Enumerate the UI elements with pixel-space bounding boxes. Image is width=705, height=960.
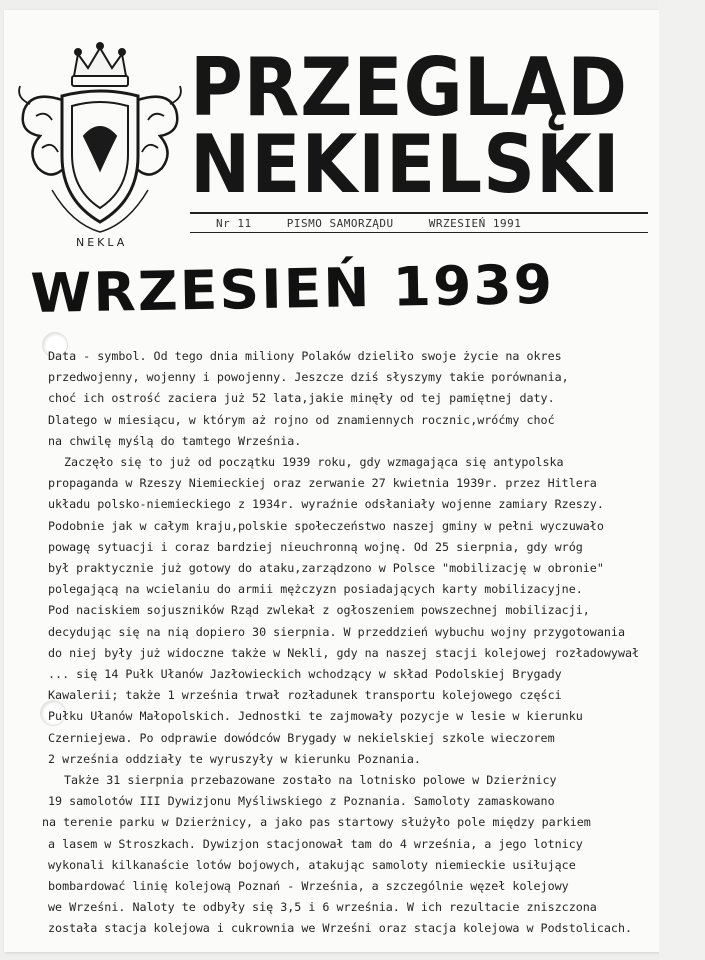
issue-date: WRZESIEŃ 1991 — [428, 217, 522, 230]
body-line: przedwojenny, wojenny i powojenny. Jeszcze dziś słyszymy takie porównania, — [48, 370, 569, 385]
body-line: na chwilę myślą do tamtego Września. — [48, 433, 302, 448]
masthead-line-1: PRZEGLĄD — [190, 40, 629, 135]
body-line: Podobnie jak w całym kraju,polskie społeczeństwo naszej gminy w pełni wyczuwało — [48, 518, 604, 533]
issue-info — [216, 217, 549, 230]
body-line: została stacja kolejowa i cukrownia we Wrześni oraz stacja kolejowa w Podstolicach. — [48, 921, 633, 936]
crest-town-label: NEKLA — [76, 236, 128, 249]
body-line: 19 samolotów III Dywizjonu Myśliwskiego z Poznania. Samoloty zamaskowano — [48, 794, 555, 809]
body-line: Zaczęło się to już od początku 1939 roku, gdy wzmagająca się antypolska — [64, 455, 564, 470]
body-line: Pułku Ułanów Małopolskich. Jednostki te zajmowały pozycje w lesie w kierunku — [48, 709, 583, 724]
body-line: układu polsko-niemieckiego z 1934r. wyraźnie odsłaniały wojenne zamiary Rzeszy. — [48, 497, 604, 512]
coat-of-arms-icon — [12, 40, 190, 240]
body-line: we Wrześni. Naloty te odbyły się 3,5 i 6 września. W ich rezultacie zniszczona — [48, 900, 597, 915]
body-line: choć ich ostrość zaciera już 52 lata,jakie minęły od tej pamiętnej daty. — [48, 391, 555, 406]
article-body — [42, 346, 652, 940]
body-line: Pod naciskiem sojuszników Rząd zwlekał z ogłoszeniem powszechnej mobilizacji, — [48, 603, 590, 618]
issue-number: Nr 11 — [216, 217, 252, 230]
body-line: do niej były już widoczne także w Nekli, gdy na naszej stacji kolejowej rozładowywał — [48, 645, 640, 660]
body-line: decydując się na nią dopiero 30 sierpnia. W przeddzień wybuchu wojny przygotowania — [48, 624, 625, 639]
body-line: a lasem w Stroszkach. Dywizjon stacjonował tam do 4 września, a jego lotnicy — [48, 836, 583, 851]
newsletter-page — [4, 10, 660, 952]
body-line: na terenie parku w Dzierżnicy, a jako pas startowy służyło pole między parkiem — [42, 815, 591, 830]
body-line: powagę sytuacji i coraz bardziej nieuchronną wojnę. Od 25 sierpnia, gdy wróg — [48, 539, 583, 554]
issue-type: PISMO SAMORZĄDU — [286, 217, 394, 230]
body-line: był praktycznie już gotowy do ataku,zarządzono w Polsce "mobilizację w obronie" — [48, 561, 604, 576]
masthead-title — [190, 40, 629, 211]
scan-background-edge — [659, 0, 705, 960]
body-line: Także 31 sierpnia przebazowane zostało na lotnisko polowe w Dzierżnicy — [64, 773, 557, 788]
masthead-line-2: NEKIELSKI — [190, 116, 621, 211]
body-line: 2 września oddziały te wyruszyły w kierunku Poznania. — [48, 751, 421, 766]
body-line: Kawalerii; także 1 września trwał rozładunek transportu kolejowego części — [48, 688, 562, 703]
body-line: bombardować linię kolejową Poznań - Września, a szczególnie węzeł kolejowy — [48, 879, 569, 894]
body-line: polegającą na wcielaniu do armii mężczyzn posiadających karty mobilizacyjne. — [48, 582, 583, 597]
body-line: Dlatego w miesiącu, w którym aż rojno od znamiennych rocznic,wróćmy choć — [48, 412, 555, 427]
body-line: Data - symbol. Od tego dnia miliony Polaków dzieliło swoje życie na okres — [48, 349, 562, 363]
article-headline: WRZESIEŃ 1939 — [30, 252, 555, 325]
body-line: propaganda w Rzeszy Niemieckiej oraz zerwanie 27 kwietnia 1939r. przez Hitlera — [48, 476, 597, 491]
town-crest-logo — [12, 40, 190, 250]
body-line: wykonali kilkanaście lotów bojowych, atakując samoloty niemieckie usiłujące — [48, 857, 576, 872]
body-line: Czerniejewa. Po odprawie dowódców Brygady w nekielskiej szkole wieczorem — [48, 730, 555, 745]
body-line: ... się 14 Pułk Ułanów Jazłowieckich wchodzący w skład Podolskiej Brygady — [48, 667, 562, 682]
